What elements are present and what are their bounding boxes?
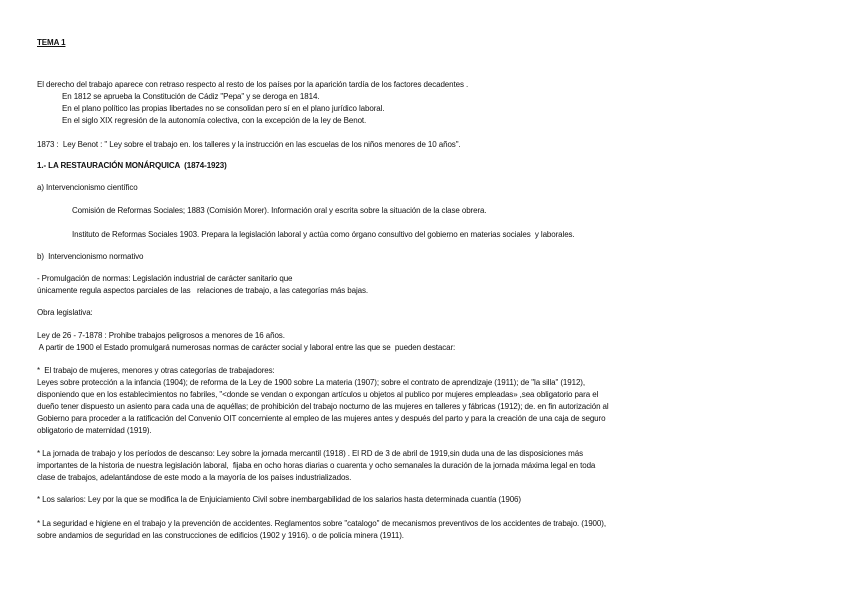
paragraph-line: A partir de 1900 el Estado promulgará numerosas normas de carácter social y laboral entre las que se pueden destacar:: [37, 343, 456, 352]
list-item: Comisión de Reformas Sociales; 1883 (Comisión Morer). Información oral y escrita sobre la situación de la clase obrera.: [72, 206, 487, 215]
subsection-heading: b) Intervencionismo normativo: [37, 252, 144, 261]
benot-law-line: 1873 : Ley Benot : " Ley sobre el trabajo en. los talleres y la instrucción en las escuelas de los niños menores de 10 años".: [37, 140, 461, 149]
paragraph-line: * La seguridad e higiene en el trabajo y la prevención de accidentes. Reglamentos sobre "catalogo" de mecanismos preventivos de los accidentes de trabajo. (1900),: [37, 519, 606, 528]
paragraph-line: Gobierno para proceder a la ratificación del Convenio OIT concerniente al empleo de las mujeres antes y después del parto y para la creación de una caja de seguro: [37, 414, 606, 423]
paragraph-line: - Promulgación de normas: Legislación industrial de carácter sanitario que: [37, 274, 293, 283]
paragraph-line: disponiendo que en los establecimientos no fabriles, "<donde se vendan o expongan artículos u objetos al publico por mujeres empleadas» ,sea obligatorio para el: [37, 390, 599, 399]
paragraph-line: Ley de 26 - 7-1878 : Prohibe trabajos peligrosos a menores de 16 años.: [37, 331, 285, 340]
section-heading: 1.- LA RESTAURACIÓN MONÁRQUICA (1874-1923): [37, 161, 227, 170]
intro-paragraph: El derecho del trabajo aparece con retraso respecto al resto de los países por la aparición tardía de los factores decadentes .: [37, 80, 469, 89]
paragraph-line: * Los salarios: Ley por la que se modifica la de Enjuiciamiento Civil sobre inembargabilidad de los salarios hasta determinada cuantía (1906): [37, 495, 521, 504]
paragraph-line: * El trabajo de mujeres, menores y otras categorías de trabajadores:: [37, 366, 275, 375]
paragraph-line: * La jornada de trabajo y los períodos de descanso: Ley sobre la jornada mercantil (1918) . El RD de 3 de abril de 1919,sin duda una de las disposiciones más: [37, 449, 583, 458]
paragraph-line: sobre andamios de seguridad en las construcciones de edificios (1902 y 1916). o de policía minera (1911).: [37, 531, 404, 540]
paragraph-line: Leyes sobre protección a la infancia (1904); de reforma de la Ley de 1900 sobre La materia (1907); sobre el contrato de aprendizaje (1911); de "la silla" (1912),: [37, 378, 585, 387]
paragraph-line: clase de trabajos, adelantándose de este modo a la mayoría de los países industrializados.: [37, 473, 352, 482]
paragraph-line: obligatorio de maternidad (1919).: [37, 426, 152, 435]
page-title: TEMA 1: [37, 38, 66, 47]
intro-point: En 1812 se aprueba la Constitución de Cádiz "Pepa" y se deroga en 1814.: [62, 92, 320, 101]
list-item: Instituto de Reformas Sociales 1903. Prepara la legislación laboral y actúa como órgano consultivo del gobierno en materias sociales y laborales.: [72, 230, 575, 239]
intro-point: En el plano político las propias libertades no se consolidan pero sí en el plano jurídico laboral.: [62, 104, 385, 113]
paragraph-line: dueño tener dispuesto un asiento para cada una de aquéllas; de prohibición del trabajo nocturno de las mujeres en talleres y fábricas (1912); de. en fin autorización al: [37, 402, 609, 411]
intro-point: En el siglo XIX regresión de la autonomía colectiva, con la excepción de la ley de Benot.: [62, 116, 367, 125]
subsection-heading: a) Intervencionismo científico: [37, 183, 138, 192]
paragraph-line: importantes de la historia de nuestra legislación laboral, fijaba en ocho horas diarias o cuarenta y ocho semanales la duración de la jornada máxima legal en toda: [37, 461, 596, 470]
subsection-heading: Obra legislativa:: [37, 308, 93, 317]
paragraph-line: únicamente regula aspectos parciales de las relaciones de trabajo, a las categorías más bajas.: [37, 286, 369, 295]
